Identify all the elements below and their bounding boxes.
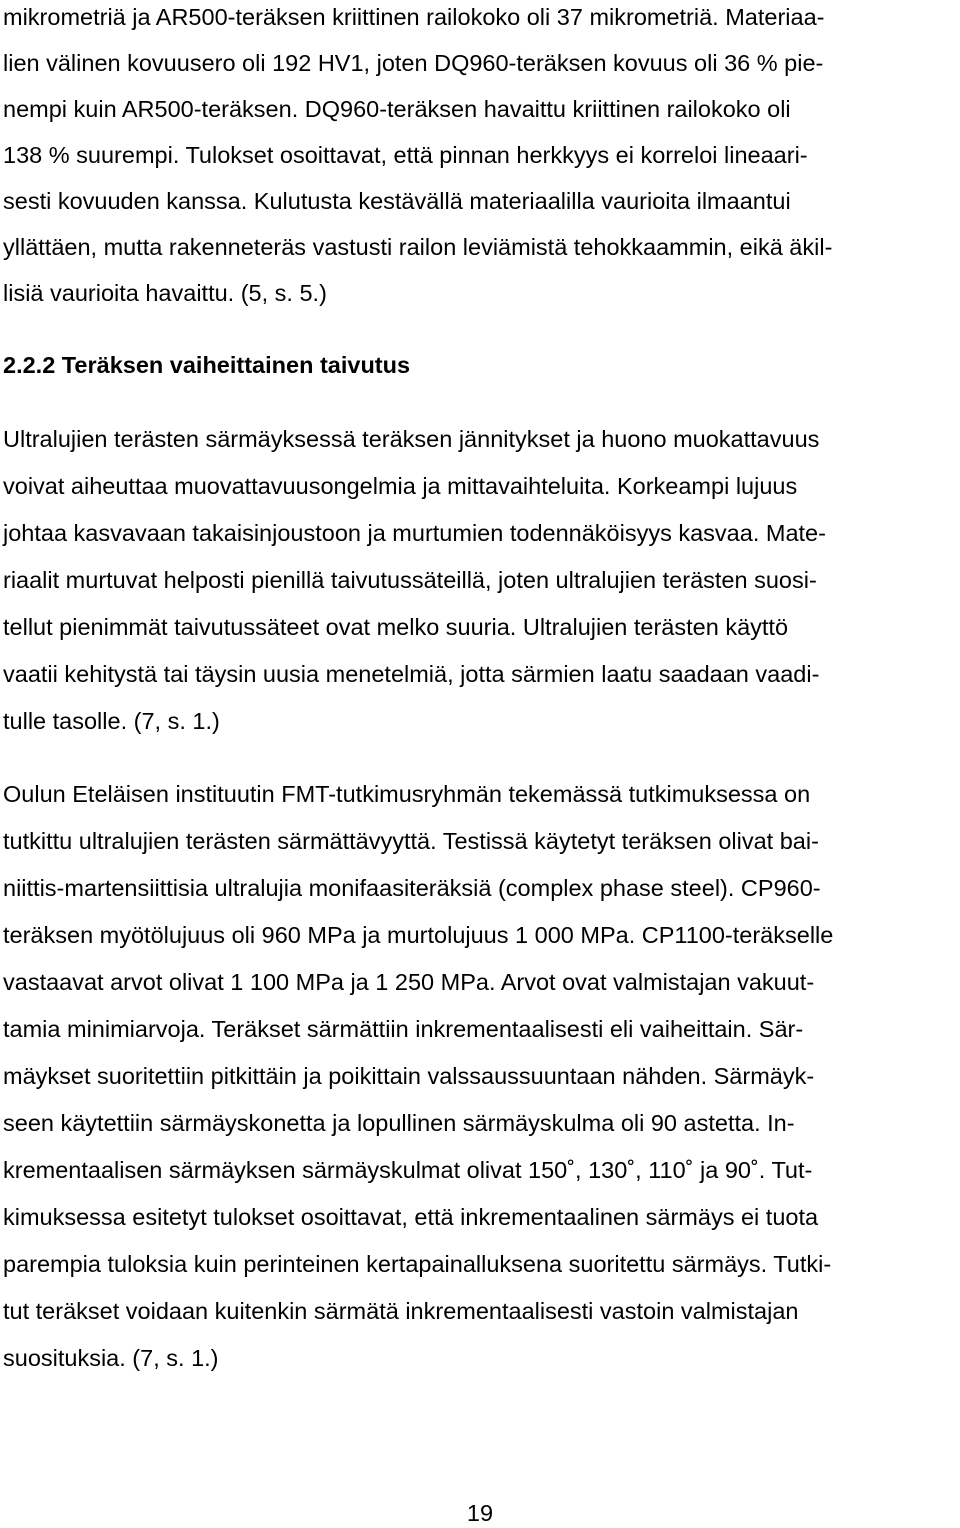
text-line: suosituksia. (7, s. 1.)	[3, 1345, 219, 1371]
text-line: 138 % suurempi. Tulokset osoittavat, että pinnan herkkyys ei korreloi lineaari-	[3, 142, 808, 168]
text-line: tamia minimiarvoja. Teräkset särmättiin inkrementaalisesti eli vaiheittain. Sär-	[3, 1016, 804, 1042]
text-line: lisiä vaurioita havaittu. (5, s. 5.)	[3, 280, 327, 306]
text-line: nempi kuin AR500-teräksen. DQ960-teräksen havaittu kriittinen railokoko oli	[3, 96, 791, 122]
text-line: voivat aiheuttaa muovattavuusongelmia ja mittavaihteluita. Korkeampi lujuus	[3, 473, 798, 499]
text-line: seen käytettiin särmäyskonetta ja lopullinen särmäyskulma oli 90 astetta. In-	[3, 1110, 795, 1136]
text-line: Ultralujien terästen särmäyksessä teräksen jännitykset ja huono muokattavuus	[3, 426, 820, 452]
section-heading: 2.2.2 Teräksen vaiheittainen taivutus	[3, 352, 411, 378]
text-line: Oulun Eteläisen instituutin FMT-tutkimusryhmän tekemässä tutkimuksessa on	[3, 781, 811, 807]
text-line: kimuksessa esitetyt tulokset osoittavat, että inkrementaalinen särmäys ei tuota	[3, 1204, 819, 1230]
text-line: johtaa kasvavaan takaisinjoustoon ja murtumien todennäköisyys kasvaa. Mate-	[3, 520, 826, 546]
text-line: krementaalisen särmäyksen särmäyskulmat olivat 150˚, 130˚, 110˚ ja 90˚. Tut-	[3, 1157, 813, 1183]
text-line: lien välinen kovuusero oli 192 HV1, joten DQ960-teräksen kovuus oli 36 % pie-	[3, 50, 824, 76]
text-line: sesti kovuuden kanssa. Kulutusta kestävällä materiaalilla vaurioita ilmaantui	[3, 188, 791, 214]
text-line: tut teräkset voidaan kuitenkin särmätä inkrementaalisesti vastoin valmistajan	[3, 1298, 799, 1324]
text-line: tellut pienimmät taivutussäteet ovat melko suuria. Ultralujien terästen käyttö	[3, 614, 789, 640]
text-line: parempia tuloksia kuin perinteinen kertapainalluksena suoritettu särmäys. Tutki-	[3, 1251, 832, 1277]
text-line: niittis-martensiittisia ultralujia monifaasiteräksiä (complex phase steel). CP960-	[3, 875, 821, 901]
text-line: mäykset suoritettiin pitkittäin ja poikittain valssaussuuntaan nähden. Särmäyk-	[3, 1063, 815, 1089]
text-line: teräksen myötölujuus oli 960 MPa ja murtolujuus 1 000 MPa. CP1100-teräkselle	[3, 922, 834, 948]
text-line: tutkittu ultralujien terästen särmättävyyttä. Testissä käytetyt teräksen olivat bai-	[3, 828, 819, 854]
text-line: mikrometriä ja AR500-teräksen kriittinen railokoko oli 37 mikrometriä. Materiaa-	[3, 4, 825, 30]
text-line: yllättäen, mutta rakenneteräs vastusti railon leviämistä tehokkaammin, eikä äkil-	[3, 234, 833, 260]
page-number: 19	[466, 1500, 494, 1526]
text-line: vaatii kehitystä tai täysin uusia menetelmiä, jotta särmien laatu saadaan vaadi-	[3, 661, 820, 687]
text-line: vastaavat arvot olivat 1 100 MPa ja 1 250 MPa. Arvot ovat valmistajan vakuut-	[3, 969, 815, 995]
text-line: tulle tasolle. (7, s. 1.)	[3, 708, 220, 734]
text-line: riaalit murtuvat helposti pienillä taivutussäteillä, joten ultralujien terästen suosi-	[3, 567, 817, 593]
